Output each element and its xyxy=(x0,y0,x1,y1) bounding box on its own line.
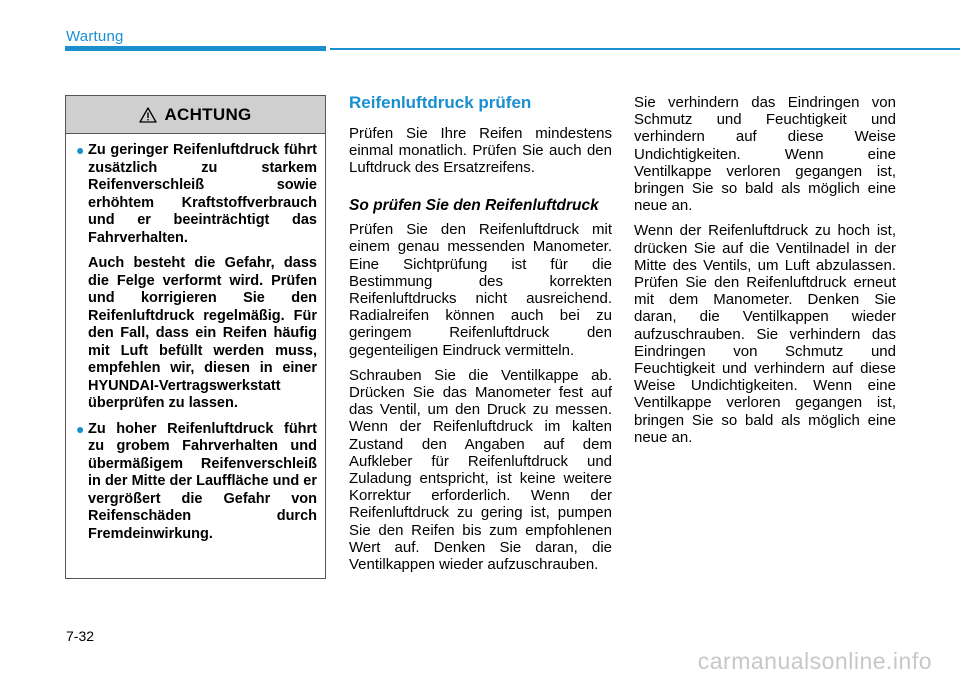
watermark: carmanualsonline.info xyxy=(697,648,932,674)
warning-title: ACHTUNG xyxy=(164,104,252,124)
section-label: Wartung xyxy=(66,28,124,45)
warning-box xyxy=(65,95,326,579)
right-paragraph-2: Wenn der Reifenluftdruck zu hoch ist, drücken Sie auf die Ventilnadel in der Mitte des Ventils, um Luft abzulassen. Prüfen Sie den Reifenluftdruck erneut mit dem Manometer. Denken Sie daran, die Ventilkappen wieder aufzuschrauben. Sie verhindern das Eindringen von Schmutz und Feuchtigkeit und verhindern auf diese Weise Undichtigkeiten. Wenn eine Ventilkappe verloren gegangen ist, bringen Sie so bald als möglich eine neue an. xyxy=(634,222,896,446)
header-rule-thick xyxy=(65,46,326,51)
warning-item xyxy=(76,421,317,544)
warning-item-2-paragraph-1: Zu hoher Reifenluftdruck führt zu grobem Fahrverhalten und übermäßigem Reifenverschleiß in der Mitte der Lauffläche und er vergrößert die Gefahr von Reifenschäden durch Fremdeinwirkung. xyxy=(88,420,317,542)
warning-item xyxy=(76,142,317,413)
intro-paragraph: Prüfen Sie Ihre Reifen mindestens einmal monatlich. Prüfen Sie auch den Luftdruck des Ersatzreifens. xyxy=(349,125,612,177)
page-number: 7-32 xyxy=(66,628,95,644)
right-column xyxy=(634,94,896,454)
section-heading: Reifenluftdruck prüfen xyxy=(349,93,532,112)
bullet-dot-icon: ● xyxy=(76,420,85,437)
warning-item-1-paragraph-2: Auch besteht die Gefahr, dass die Felge verformt wird. Prüfen und korrigieren Sie den Reifenluftdruck regelmäßig. Für den Fall, dass ein Reifen häufig mit Luft befüllt werden muss, empfehlen wir, diesen in einer HYUNDAI-Vertragswerkstatt überprüfen zu lassen. xyxy=(88,255,317,411)
middle-paragraph-1: Prüfen Sie den Reifenluftdruck mit einem genau messenden Manometer. Eine Sichtprüfung ist für die Bestimmung des korrekten Reifenluftdrucks nicht ausreichend. Radialreifen können auch bei zu geringem Reifenluftdruck den gegenteiligen Eindruck vermitteln. xyxy=(349,221,612,359)
subsection-heading: So prüfen Sie den Reifenluftdruck xyxy=(349,196,599,214)
middle-column xyxy=(349,93,612,581)
right-paragraph-1: Sie verhindern das Eindringen von Schmutz und Feuchtigkeit und verhindern auf diese Weise Undichtigkeiten. Wenn eine Ventilkappe verloren gegangen ist, bringen Sie so bald als möglich eine neue an. xyxy=(634,94,896,215)
warning-triangle-icon xyxy=(139,107,157,123)
header-rule-thin xyxy=(330,48,960,50)
warning-body xyxy=(66,134,325,543)
warning-item-1-paragraph-1: Zu geringer Reifenluftdruck führt zusätzlich zu starkem Reifenverschleiß sowie erhöhtem Kraftstoffverbrauch und er beeinträchtigt das Fahrverhalten. xyxy=(88,142,317,246)
middle-paragraph-2: Schrauben Sie die Ventilkappe ab. Drücken Sie das Manometer fest auf das Ventil, um den Druck zu messen. Wenn der Reifenluftdruck im kalten Zustand den Angaben auf dem Aufkleber für Reifenluftdruck und Zuladung entspricht, ist keine weitere Korrektur erforderlich. Wenn der Reifenluftdruck zu gering ist, pumpen Sie den Reifen bis zum empfohlenen Wert auf. Denken Sie daran, die Ventilkappen wieder aufzuschrauben. xyxy=(349,366,612,573)
warning-header xyxy=(66,96,325,134)
bullet-dot-icon: ● xyxy=(76,142,85,158)
